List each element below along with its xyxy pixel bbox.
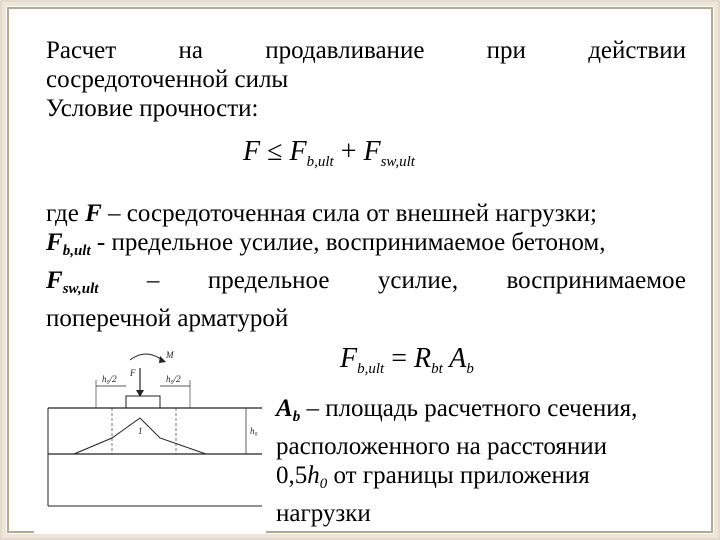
definition-text: – сосредоточенная сила от внешней нагрузки; xyxy=(108,200,597,227)
force-label: F xyxy=(130,368,136,378)
symbol-ab: $A_b$ xyxy=(276,395,301,425)
title-word: Расчет xyxy=(46,37,117,64)
title-line-1 xyxy=(46,36,686,65)
symbol-fsw-ult: $F_{sw,ult}$ xyxy=(46,267,99,297)
punching-shear-diagram xyxy=(34,346,266,534)
formula2-eq: = xyxy=(391,343,407,374)
dim-left-label: h₀/2 xyxy=(102,374,117,384)
title-line-2: сосредоточенной силы xyxy=(46,66,289,93)
symbol-h0: $h_0$ xyxy=(307,462,328,492)
area-text: – площадь расчетного сечения, xyxy=(306,395,638,422)
definition-line-2 xyxy=(46,228,686,266)
area-line-1 xyxy=(276,394,637,432)
formula2-r-sub: bt xyxy=(431,361,443,377)
title-word: на xyxy=(178,37,203,64)
definition-word: воспринимаемое xyxy=(506,267,686,294)
definition-word: – xyxy=(146,267,160,294)
formula2-a-sub: b xyxy=(466,361,474,377)
formula-term1-sub: b,ult xyxy=(306,154,334,170)
definition-line-3 xyxy=(46,266,686,304)
definition-word: усилие, xyxy=(377,267,459,294)
fb-ult-formula xyxy=(340,343,474,378)
formula-plus: + xyxy=(340,136,357,167)
formula2-r: R xyxy=(414,343,432,374)
dim-right-label: h₀/2 xyxy=(166,374,181,384)
definition-prefix: где xyxy=(46,200,79,227)
condition-label: Условие прочности: xyxy=(46,95,259,122)
formula-term1: F xyxy=(289,136,307,167)
symbol-fb-ult: $F_{b,ult}$ xyxy=(46,229,91,259)
definition-line-4: поперечной арматурой xyxy=(46,305,289,332)
formula-term2: F xyxy=(363,136,381,167)
title-word: при xyxy=(486,37,526,64)
symbol-f: F xyxy=(85,200,102,227)
definition-text: - предельное усилие, воспринимаемое бетоном, xyxy=(96,229,606,256)
area-line-4: нагрузки xyxy=(276,500,371,527)
area-line-2: расположенного на расстоянии xyxy=(276,433,608,460)
moment-label: M xyxy=(166,350,174,360)
strength-condition-formula xyxy=(243,136,415,171)
formula2-a: A xyxy=(449,343,467,374)
area-definition-block xyxy=(276,394,637,528)
formula2-lhs-sub: b,ult xyxy=(357,361,385,377)
title-word: продавливание xyxy=(265,37,425,64)
definition-word: предельное xyxy=(207,267,330,294)
angle-label: 1 xyxy=(138,426,143,436)
formula2-lhs: F xyxy=(340,343,358,374)
area-line-3: $0,5h_0$ от границы приложения xyxy=(276,462,590,492)
definitions-block xyxy=(46,199,686,333)
formula-lhs: F xyxy=(243,136,261,167)
formula-term2-sub: sw,ult xyxy=(380,154,415,170)
definition-line-1 xyxy=(46,199,686,228)
title-block xyxy=(46,36,686,123)
title-word: действии xyxy=(588,37,686,64)
formula-leq: ≤ xyxy=(267,136,283,167)
height-label: h₀ xyxy=(250,426,258,436)
